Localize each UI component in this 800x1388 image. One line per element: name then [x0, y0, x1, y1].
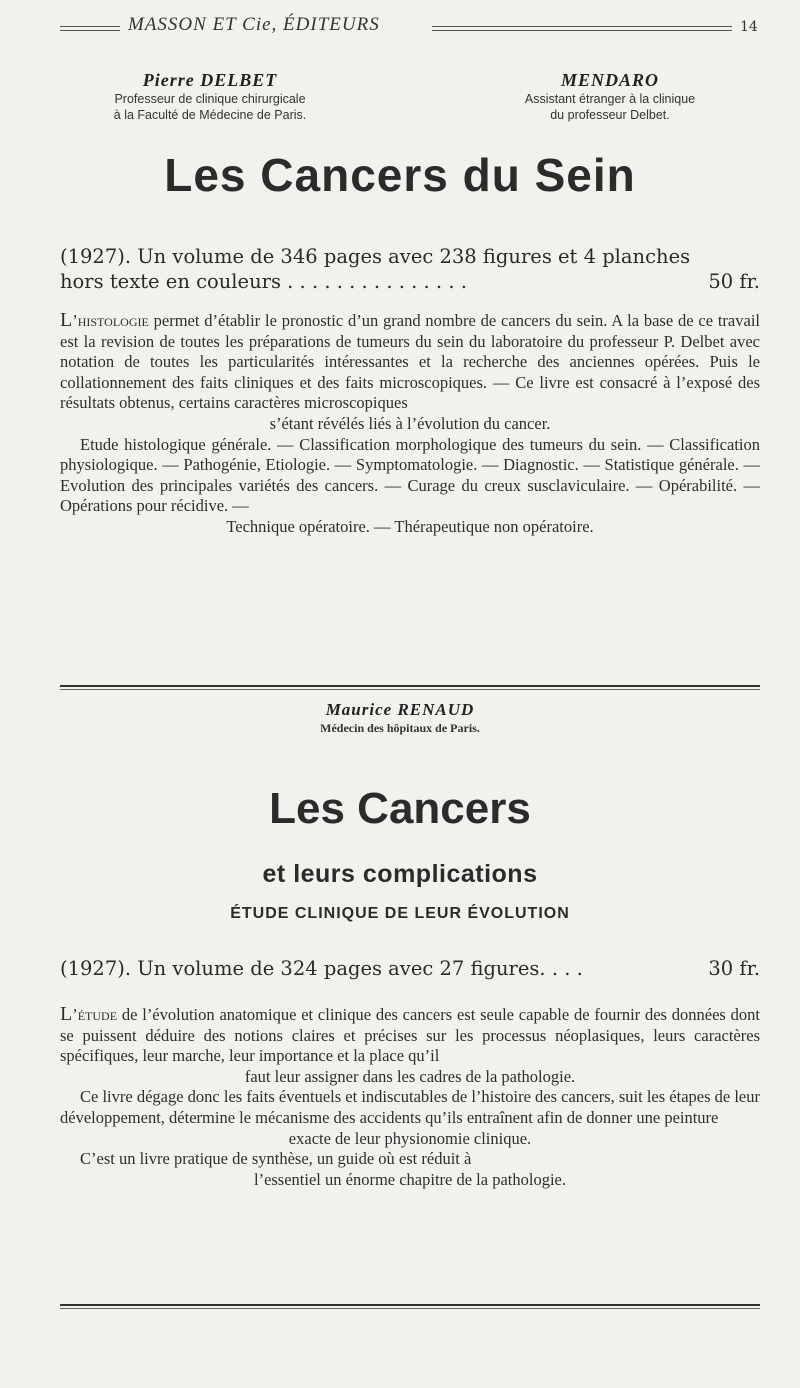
publication-line: hors texte en couleurs . . . . . . . . . . . . . . .	[60, 270, 467, 293]
paragraph-last-line: exacte de leur physionomie clinique.	[288, 1128, 532, 1148]
header-rule	[432, 30, 732, 31]
publication-line: (1927). Un volume de 324 pages avec 27 figures. . . .	[60, 957, 583, 980]
description-paragraph: Ce livre dégage donc les faits éventuels et indiscutables de l’histoire des cancers, suit les étapes de leur développement, détermine le mécanisme des accidents qu’ils entraînent afin de donner une peinture	[60, 1087, 760, 1127]
description-paragraph	[60, 310, 760, 414]
book-title: Les Cancers	[269, 784, 531, 833]
book-description	[60, 310, 760, 538]
drop-cap: L	[60, 309, 73, 331]
publisher-name: MASSON ET Cie, ÉDITEURS	[128, 14, 380, 35]
drop-cap: L	[60, 1003, 73, 1025]
author-name: Maurice RENAUD	[325, 700, 475, 719]
header-rule	[60, 26, 120, 27]
author-block-renaud	[200, 700, 600, 736]
header-rule	[432, 26, 732, 27]
publication-details	[60, 244, 760, 294]
section-divider	[60, 1304, 760, 1306]
paragraph-last-line: s’étant révélés liés à l’évolution du cancer.	[269, 413, 551, 433]
description-paragraph: C’est un livre pratique de synthèse, un guide où est réduit à	[80, 1149, 472, 1169]
section-divider	[60, 689, 760, 690]
page-number: 14	[740, 19, 758, 35]
header-rule	[60, 30, 120, 31]
paragraph-last-line: Technique opératoire. — Thérapeutique non opératoire.	[226, 516, 594, 536]
small-caps-word: ’histologie	[72, 311, 149, 330]
author-role: Médecin des hôpitaux de Paris.	[320, 721, 480, 735]
book-title: Les Cancers du Sein	[164, 149, 636, 201]
running-header	[60, 14, 760, 44]
price: 50 fr.	[708, 270, 760, 293]
book-subtitle: et leurs complications	[262, 860, 538, 888]
description-paragraph	[60, 1004, 760, 1067]
book-description	[60, 1004, 760, 1190]
small-caps-word: ’étude	[72, 1005, 118, 1024]
book-study-line: ÉTUDE CLINIQUE DE LEUR ÉVOLUTION	[230, 905, 570, 922]
section-divider	[60, 1308, 760, 1309]
paragraph-last-line: l’essentiel un énorme chapitre de la pathologie.	[253, 1169, 566, 1189]
paragraph-text: permet d’établir le pronostic d’un grand nombre de cancers du sein. A la base de ce travail est la revision de toutes les préparations de tumeurs du sein du laboratoire du professeur P. Delbet avec notation de toutes les particularités intéressantes et la recherche des anciennes opérées. Puis le collationnement des faits cliniques et des faits microscopiques. — Ce livre est consacré à l’exposé des résultats obtenus, certains caractères microscopiques	[60, 311, 760, 413]
publication-details	[60, 956, 760, 981]
section-divider	[60, 685, 760, 687]
author-block-mendaro	[470, 70, 750, 123]
author-name: MENDARO	[560, 70, 660, 90]
contents-paragraph: Etude histologique générale. — Classification morphologique des tumeurs du sein. — Classification physiologique. — Pathogénie, Etiologie. — Symptomatologie. — Diagnostic. — Statistique générale. — Evolution des principales variétés des cancers. — Curage du creux susclaviculaire. — Opérabilité. — Opérations pour récidive. —	[60, 434, 760, 516]
paragraph-text: de l’évolution anatomique et clinique des cancers est seule capable de fournir des données dont se puissent déduire des notions claires et précises sur les processus néoplasiques, leurs caractères spécifiques, leur marche, leur importance et la place qu’il	[60, 1005, 760, 1066]
author-name: Pierre DELBET	[142, 70, 278, 90]
author-role: à la Faculté de Médecine de Paris.	[113, 108, 307, 122]
publication-line: (1927). Un volume de 346 pages avec 238 figures et 4 planches	[60, 245, 691, 268]
author-block-delbet	[70, 70, 350, 123]
author-role: du professeur Delbet.	[550, 108, 670, 122]
author-role: Professeur de clinique chirurgicale	[114, 92, 306, 106]
paragraph-last-line: faut leur assigner dans les cadres de la pathologie.	[244, 1066, 576, 1086]
price: 30 fr.	[708, 957, 760, 980]
author-role: Assistant étranger à la clinique	[524, 92, 696, 106]
